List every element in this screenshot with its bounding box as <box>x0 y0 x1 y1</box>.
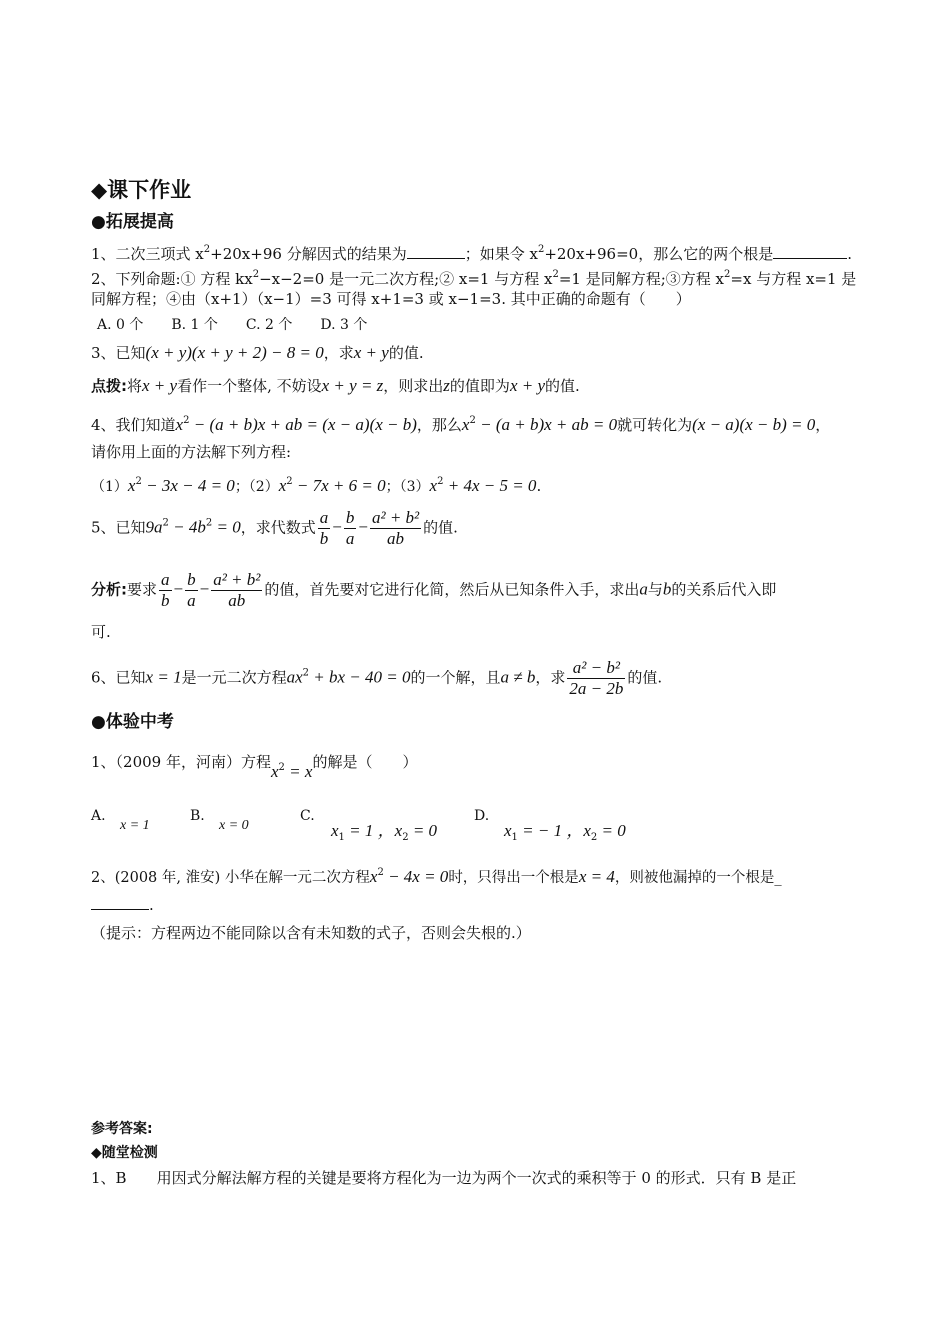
option-c-label: C. <box>300 808 315 824</box>
exam-heading: ●体验中考 <box>91 712 174 732</box>
option-d[interactable]: $x_1$ = − 1 ，$x_2 = 0$ <box>504 821 626 843</box>
question-2-options: A. 0 个 B. 1 个 C. 2 个 D. 3 个 <box>97 317 368 333</box>
answers-subheading: ◆随堂检测 <box>91 1145 158 1161</box>
hint: 点拨:将x + y看作一个整体, 不妨设x + y = z，则求出z的值即为x + y的值. <box>91 376 580 395</box>
fraction: $\frac{\text{a² + b²}}{ab}$ <box>371 508 420 548</box>
option-a[interactable]: x = 1 <box>120 818 150 833</box>
fraction: $\frac{\text{a² − b²}}{2a - 2b}$ <box>569 658 624 698</box>
answer-blank[interactable] <box>773 244 847 259</box>
answer-blank[interactable] <box>407 244 465 259</box>
option-b-label: B. <box>190 808 205 824</box>
option-b[interactable]: x = 0 <box>219 818 249 833</box>
question-4-line-1: 4、我们知道$x^2 - (a + b)x$ + ab = (x − a)(x − b)，那么$x^2 - (a + b)x$ + ab = 0就可转化为(x − a)(x − b) = 0， <box>91 415 831 434</box>
question-2-line-1: 2、下列命题:① 方程 $kx^2-x-2=0$ 是一元二次方程;② x=1 与方程 $x^2=1$ 是同解方程;③方程 $x^2=x$ 与方程 x=1 是 <box>91 269 857 288</box>
exam-question-1: 1、（2009 年，河南）方程$x^2 = x$的解是（ ） <box>91 753 418 781</box>
exam-tip: （提示：方程两边不能同除以含有未知数的式子，否则会失根的.） <box>91 924 531 942</box>
fraction: $\frac{a}{b}$ <box>161 570 170 610</box>
fraction: $\frac{b}{a}$ <box>187 570 196 610</box>
fraction: $\frac{b}{a}$ <box>345 508 355 548</box>
exam-question-2-line-2: . <box>91 895 154 915</box>
answer-1: 1、B 用因式分解法解方程的关键是要将方程化为一边为两个一次式的乘积等于 0 的形式．只有 B 是正 <box>91 1169 797 1187</box>
option-c[interactable]: $x_1 = 1$ ，$x_2 = 0$ <box>331 821 438 843</box>
question-4-equations: $(1)x^2 - 3x - 4 = 0$；$(2)x^2 - 7x + 6 = 0$；$(3)x^2 + 4x - 5 = 0$. <box>91 476 542 495</box>
question-2-line-2: 同解方程；④由（x+1）（x−1）=3 可得 x+1=3 或 x−1=3. 其中正确的命题有（ ） <box>91 290 691 308</box>
fraction: $\frac{\text{a² + b²}}{ab}$ <box>213 570 261 610</box>
fraction: $\frac{a}{b}$ <box>319 508 329 548</box>
question-1: 1、二次三项式 $x^2+20x+96$ 分解因式的结果为 ；如果令 $x^2+20x+96=0$，那么它的两个根是 . <box>91 244 852 263</box>
option-d-label: D. <box>474 808 490 824</box>
exam-question-2: 2、(2008 年, 淮安) 小华在解一元二次方程$x^2 - 4x = 0$时，只得出一个根是x = 4，则被他漏掉的一个根是_ <box>91 867 782 886</box>
question-3: 3、已知(x + y)(x + y + 2) − 8 = 0，求x + y的值. <box>91 343 424 362</box>
analysis-line-2: 可. <box>91 623 111 641</box>
question-6: 6、已知x = 1是一元二次方程$ax^2$ + bx − 40 = 0的一个解，且a ≠ b，求 $\frac{\text{a² − b²}}{2a - 2b}$ 的值. <box>91 658 663 698</box>
answer-blank[interactable] <box>91 895 149 910</box>
answers-heading: 参考答案: <box>91 1121 153 1137</box>
extend-heading: ●拓展提高 <box>91 212 174 232</box>
analysis: 分析:要求 $\frac{a}{b}$ − $\frac{b}{a}$ − $\frac{\text{a² + b²}}{ab}$ 的值，首先要对它进行化简，然后从已知条件入手，求出a与b的关系后代入即 <box>91 570 777 610</box>
option-a-label: A. <box>91 808 106 824</box>
question-4-line-2: 请你用上面的方法解下列方程: <box>91 443 292 461</box>
question-5: 5、已知$9a^2 - 4b^2 = 0$，求代数式 $\frac{a}{b}$ − $\frac{b}{a}$ − $\frac{\text{a² + b²}}{ab}$ 的值. <box>91 508 458 548</box>
section-title: ◆课下作业 <box>91 178 192 202</box>
